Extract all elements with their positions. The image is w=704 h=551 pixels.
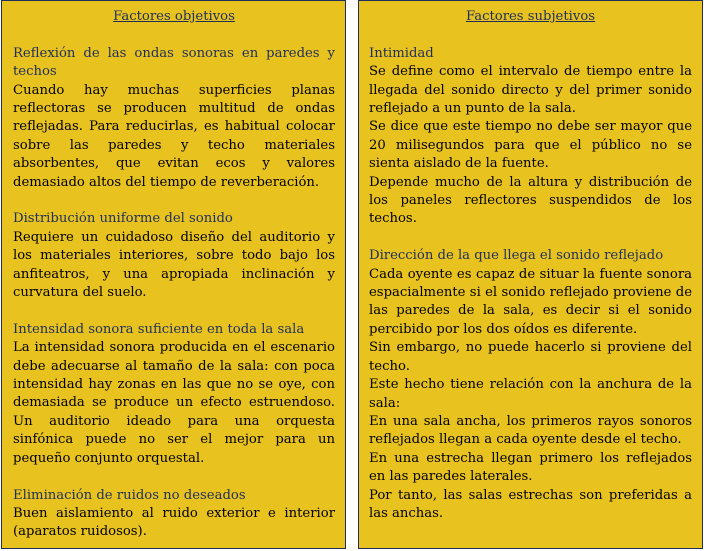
subjective-factors-panel xyxy=(358,0,703,549)
section-reflected-sound-direction xyxy=(369,247,692,523)
section-heading: Intensidad sonora suficiente en toda la sala xyxy=(13,321,305,337)
section-paragraph: En una estrecha llegan primero los reflejados en las paredes laterales. xyxy=(369,450,692,485)
section-heading: Dirección de la que llega el sonido reflejado xyxy=(369,248,664,264)
section-paragraph: En una sala ancha, los primeros rayos sonoros reflejados llegan a cada oyente desde el techo. xyxy=(369,413,692,448)
section-paragraph: Buen aislamiento al ruido exterior e interior (aparatos ruidosos). xyxy=(13,505,335,540)
section-body xyxy=(13,82,335,192)
section-paragraph: Depende mucho de la altura y distribución de los paneles reflectores suspendidos de los techos. xyxy=(369,174,692,227)
section-paragraph: Requiere un cuidadoso diseño del auditorio y los materiales interiores, sobre todo bajo los anfiteatros, y una apropiada inclinación y curvatura del suelo. xyxy=(13,229,335,301)
objective-factors-title: Factores objetivos xyxy=(113,9,235,24)
section-heading: Intimidad xyxy=(369,45,434,61)
section-paragraph: Este hecho tiene relación con la anchura de la sala: xyxy=(369,377,692,411)
section-heading: Reflexión de las ondas sonoras en paredes y techos xyxy=(13,45,335,80)
objective-factors-panel xyxy=(1,0,346,549)
section-heading: Eliminación de ruidos no deseados xyxy=(13,487,246,503)
subjective-factors-title: Factores subjetivos xyxy=(465,9,596,24)
section-heading: Distribución uniforme del sonido xyxy=(13,211,233,227)
section-body xyxy=(13,229,335,303)
section-body xyxy=(369,63,692,229)
section-intimacy xyxy=(369,45,692,229)
section-paragraph: Cuando hay muchas superficies planas reflectoras se producen multitud de ondas reflejadas. Para reducirlas, es habitual colocar sobre las paredes y techo materiales absorbentes, que evitan ecos y valores demasiado altos del tiempo de reverberación. xyxy=(13,82,335,190)
section-paragraph: Se dice que este tiempo no debe ser mayor que 20 milisegundos para que el público no se sienta aislado de la fuente. xyxy=(369,119,692,172)
section-paragraph: Se define como el intervalo de tiempo entre la llegada del sonido directo y del primer sonido reflejado a un punto de la sala. xyxy=(369,64,692,117)
section-sound-intensity xyxy=(13,321,335,468)
section-noise-elimination xyxy=(13,487,335,542)
section-body xyxy=(13,339,335,468)
section-body xyxy=(13,505,335,542)
section-uniform-distribution xyxy=(13,210,335,302)
section-paragraph: Por tanto, las salas estrechas son preferidas a las anchas. xyxy=(369,487,692,521)
section-paragraph: Cada oyente es capaz de situar la fuente sonora espacialmente si el sonido reflejado proviene de las paredes de la sala, es decir si el sonido percibido por los dos oídos es diferente. xyxy=(369,266,692,337)
section-sound-reflection xyxy=(13,45,335,192)
section-paragraph: La intensidad sonora producida en el escenario debe adecuarse al tamaño de la sala: con poca intensidad hay zonas en las que no se oye, con demasiada se produce un efecto estruendoso. Un auditorio ideado para una orquesta sinfónica puede no ser el mejor para un pequeño conjunto orquestal. xyxy=(13,340,335,466)
section-body xyxy=(369,266,692,524)
section-paragraph: Sin embargo, no puede hacerlo si proviene del techo. xyxy=(369,340,692,374)
